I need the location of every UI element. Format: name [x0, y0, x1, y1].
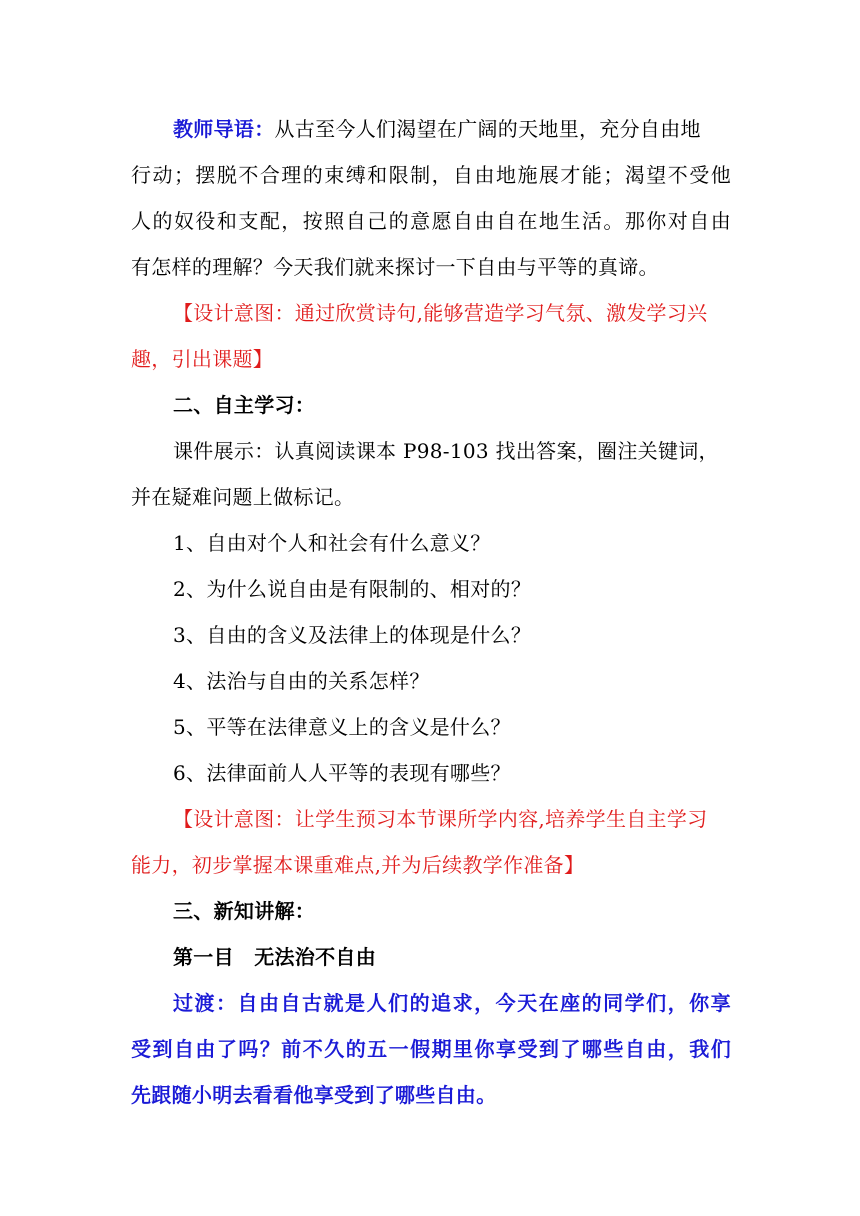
intro-line-3: 人的奴役和支配，按照自己的意愿自由自在地生活。那你对自由: [131, 209, 731, 233]
intro-line-1: [131, 106, 731, 152]
question-item: 6、法律面前人人平等的表现有哪些？: [173, 761, 511, 785]
design-intent-2-line-2: 能力，初步掌握本课重难点,并为后续教学作准备】: [131, 853, 585, 877]
document-page: [131, 106, 731, 1118]
transition-line-1: 过渡：自由自古就是人们的追求，今天在座的同学们，你享: [173, 991, 731, 1015]
courseware-line-1: 课件展示：认真阅读课本 P98-103 找出答案，圈注关键词，: [173, 439, 719, 463]
courseware-line-2: 并在疑难问题上做标记。: [131, 485, 355, 509]
question-item: 5、平等在法律意义上的含义是什么？: [173, 715, 511, 739]
intro-label: 教师导语：: [173, 117, 275, 141]
design-intent-2-line-1: 【设计意图：让学生预习本节课所学内容,培养学生自主学习: [173, 807, 708, 831]
design-intent-1-line-1: 【设计意图：通过欣赏诗句,能够营造学习气氛、激发学习兴: [173, 301, 708, 325]
intro-line-2: 行动；摆脱不合理的束缚和限制，自由地施展才能；渴望不受他: [131, 163, 731, 187]
question-item: 3、自由的含义及法律上的体现是什么？: [173, 623, 532, 647]
section-3-heading: 三、新知讲解：: [173, 899, 316, 923]
transition-line-3: 先跟随小明去看看他享受到了哪些自由。: [131, 1083, 497, 1107]
question-item: 1、自由对个人和社会有什么意义？: [173, 531, 491, 555]
question-item: 4、法治与自由的关系怎样？: [173, 669, 430, 693]
transition-line-2: 受到自由了吗？前不久的五一假期里你享受到了哪些自由，我们: [131, 1037, 731, 1061]
section-2-heading: 二、自主学习：: [173, 393, 316, 417]
intro-line-4: 有怎样的理解？今天我们就来探讨一下自由与平等的真谛。: [131, 255, 659, 279]
intro-text-1: 从古至今人们渴望在广阔的天地里，充分自由地: [274, 117, 701, 141]
design-intent-1-line-2: 趣，引出课题】: [131, 347, 274, 371]
question-item: 2、为什么说自由是有限制的、相对的？: [173, 577, 532, 601]
section-3-subheading: 第一目 无法治不自由: [173, 945, 376, 969]
